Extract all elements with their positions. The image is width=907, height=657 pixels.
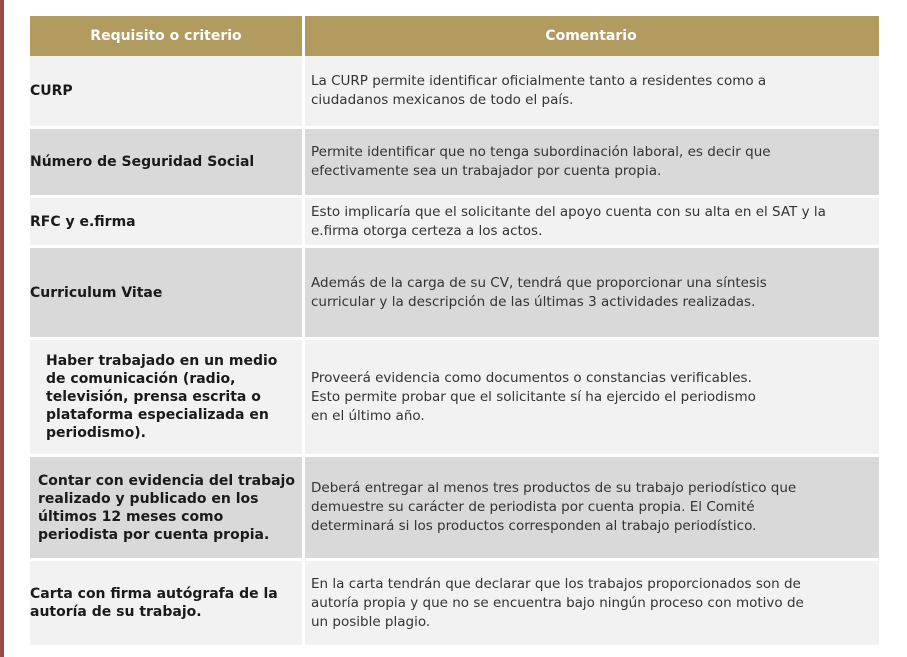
comment-cell: La CURP permite identificar oficialmente tanto a residentes como a ciudadanos mexicanos de todo el país. bbox=[302, 56, 879, 126]
table-row bbox=[30, 558, 879, 645]
requirement-cell: Haber trabajado en un medio de comunicación (radio, televisión, prensa escrita o plataforma especializada en periodismo). bbox=[46, 353, 278, 441]
requirement-cell: Número de Seguridad Social bbox=[30, 154, 255, 170]
requirement-cell: RFC y e.firma bbox=[30, 213, 136, 230]
comment-cell: Además de la carga de su CV, tendrá que proporcionar una síntesis curricular y la descripción de las últimas 3 actividades realizadas. bbox=[302, 248, 879, 337]
comment-cell: En la carta tendrán que declarar que los trabajos proporcionados son de autoría propia y que no se encuentra bajo ningún proceso con motivo de un posible plagio. bbox=[302, 561, 879, 645]
comment-cell: Esto implicaría que el solicitante del apoyo cuenta con su alta en el SAT y la e.firma otorga certeza a los actos. bbox=[302, 198, 879, 245]
left-edge-strip bbox=[0, 0, 4, 657]
requirement-cell: Carta con firma autógrafa de la autoría de su trabajo. bbox=[30, 586, 278, 620]
table-header bbox=[30, 16, 879, 56]
requirement-cell: Curriculum Vitae bbox=[30, 284, 163, 301]
table-row bbox=[30, 245, 879, 337]
table-row bbox=[30, 56, 879, 126]
requirements-table bbox=[30, 16, 879, 645]
table-row bbox=[30, 454, 879, 558]
comment-cell: Permite identificar que no tenga subordinación laboral, es decir que efectivamente sea un trabajador por cuenta propia. bbox=[302, 129, 879, 195]
table-row bbox=[30, 195, 879, 245]
comment-cell: Proveerá evidencia como documentos o constancias verificables. Esto permite probar que el solicitante sí ha ejercido el periodismo en el último año. bbox=[302, 340, 879, 454]
comment-cell: Deberá entregar al menos tres productos de su trabajo periodístico que demuestre su carácter de periodista por cuenta propia. El Comité determinará si los productos corresponden al trabajo periodístico. bbox=[302, 457, 879, 558]
header-requirement: Requisito o criterio bbox=[90, 28, 242, 44]
requirement-cell: Contar con evidencia del trabajo realizado y publicado en los últimos 12 meses como periodista por cuenta propia. bbox=[38, 472, 295, 543]
table-row bbox=[30, 337, 879, 454]
header-comment: Comentario bbox=[302, 16, 879, 56]
requirement-cell: CURP bbox=[30, 83, 73, 99]
table-row bbox=[30, 126, 879, 195]
